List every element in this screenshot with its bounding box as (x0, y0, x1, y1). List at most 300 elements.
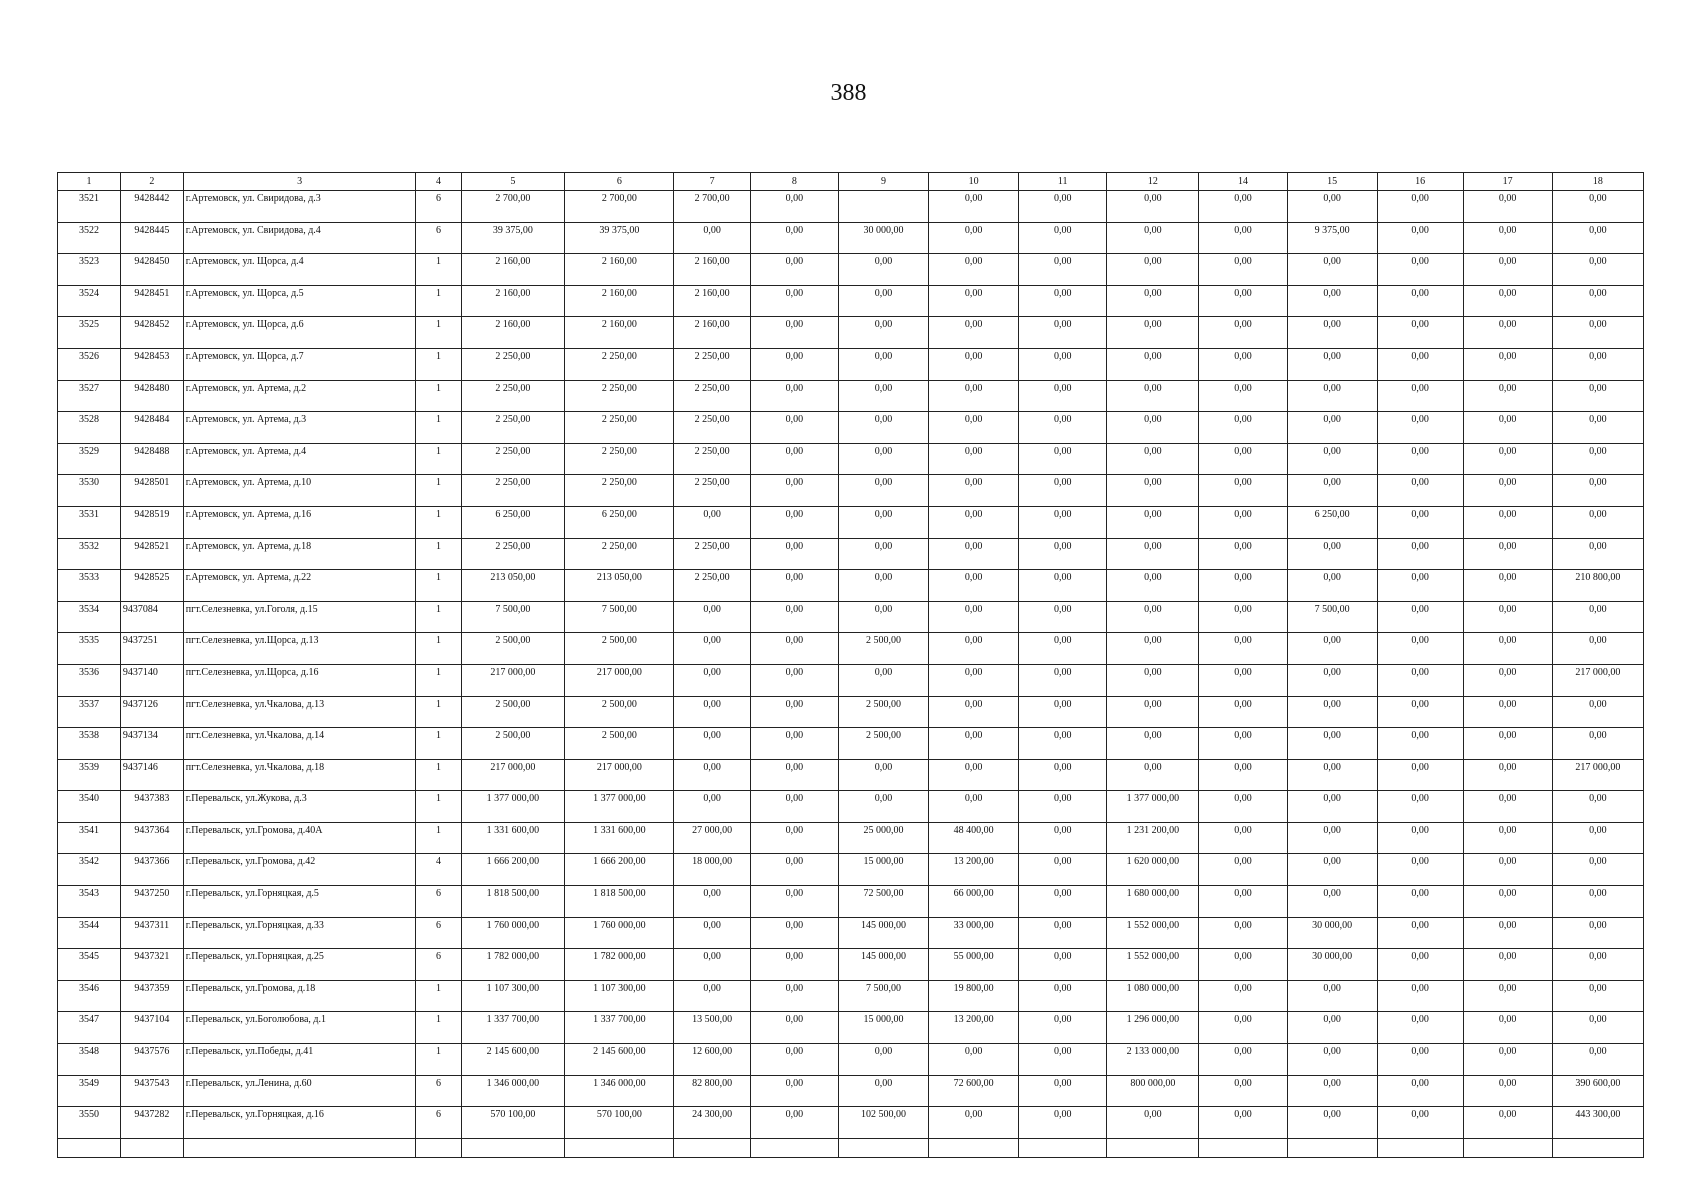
register-table (57, 172, 1644, 1158)
table-cell: 0,00 (1287, 728, 1377, 760)
table-cell: 1 331 600,00 (461, 822, 565, 854)
table-cell: 0,00 (1019, 348, 1107, 380)
footer-cell (1463, 1138, 1552, 1157)
table-cell: 2 133 000,00 (1107, 1044, 1199, 1076)
table-cell: 2 250,00 (565, 380, 674, 412)
table-cell: 1 666 200,00 (461, 854, 565, 886)
table-cell: 0,00 (674, 601, 751, 633)
table-cell: г.Артемовск, ул. Артема, д.18 (183, 538, 416, 570)
table-cell: 0,00 (1287, 191, 1377, 223)
footer-cell (929, 1138, 1019, 1157)
table-cell: 0,00 (1019, 980, 1107, 1012)
table-cell: 2 500,00 (838, 633, 928, 665)
table-cell: 0,00 (1287, 380, 1377, 412)
table-cell: г.Перевальск, ул.Победы, д.41 (183, 1044, 416, 1076)
table-cell: 0,00 (674, 664, 751, 696)
table-cell: 570 100,00 (461, 1107, 565, 1139)
table-row (58, 854, 1644, 886)
table-row (58, 506, 1644, 538)
table-cell: 0,00 (1287, 254, 1377, 286)
table-cell: 145 000,00 (838, 917, 928, 949)
table-cell: г.Артемовск, ул. Артема, д.22 (183, 570, 416, 602)
table-cell: 0,00 (1019, 506, 1107, 538)
table-cell: 0,00 (929, 1107, 1019, 1139)
table-cell: 2 250,00 (674, 380, 751, 412)
table-cell: 0,00 (929, 664, 1019, 696)
table-cell: 1 818 500,00 (461, 886, 565, 918)
table-cell: 9428445 (120, 222, 183, 254)
table-cell: 39 375,00 (461, 222, 565, 254)
table-cell: 2 250,00 (461, 475, 565, 507)
table-cell: 9428480 (120, 380, 183, 412)
table-cell: 0,00 (1199, 254, 1287, 286)
table-cell: 0,00 (674, 728, 751, 760)
table-row (58, 412, 1644, 444)
table-cell: 18 000,00 (674, 854, 751, 886)
table-cell: 6 (416, 222, 461, 254)
table-cell: 1 (416, 475, 461, 507)
table-cell: 0,00 (750, 538, 838, 570)
table-cell: 2 145 600,00 (565, 1044, 674, 1076)
column-header: 2 (120, 173, 183, 191)
table-cell: 0,00 (1463, 886, 1552, 918)
table-cell: 7 500,00 (565, 601, 674, 633)
table-cell: 2 500,00 (461, 633, 565, 665)
table-footer (58, 1138, 1644, 1157)
footer-cell (416, 1138, 461, 1157)
footer-cell (1199, 1138, 1287, 1157)
table-cell: 0,00 (1199, 191, 1287, 223)
table-cell: 72 500,00 (838, 886, 928, 918)
table-cell: 0,00 (1287, 759, 1377, 791)
table-cell: 2 250,00 (565, 412, 674, 444)
table-cell: 3526 (58, 348, 121, 380)
table-cell: 0,00 (750, 633, 838, 665)
table-cell: 0,00 (1463, 822, 1552, 854)
table-cell: 0,00 (1019, 538, 1107, 570)
table-cell: 0,00 (1287, 1012, 1377, 1044)
table-cell: г.Артемовск, ул. Артема, д.16 (183, 506, 416, 538)
table-cell: 9 375,00 (1287, 222, 1377, 254)
table-cell: 0,00 (1377, 917, 1463, 949)
table-cell: 9428484 (120, 412, 183, 444)
table-cell: г.Перевальск, ул.Громова, д.40А (183, 822, 416, 854)
table-cell: 0,00 (1019, 1012, 1107, 1044)
table-cell: 0,00 (1463, 1012, 1552, 1044)
table-cell: 1 680 000,00 (1107, 886, 1199, 918)
table-cell: 0,00 (1552, 696, 1643, 728)
table-cell: 0,00 (750, 348, 838, 380)
table-cell: 9428521 (120, 538, 183, 570)
table-cell: 0,00 (1287, 980, 1377, 1012)
table-cell: 0,00 (750, 1107, 838, 1139)
footer-cell (1107, 1138, 1199, 1157)
table-cell: 0,00 (750, 601, 838, 633)
table-cell: 0,00 (1199, 633, 1287, 665)
table-cell: 0,00 (929, 412, 1019, 444)
table-cell: 2 700,00 (461, 191, 565, 223)
table-cell: 0,00 (1377, 348, 1463, 380)
table-cell: 0,00 (1107, 759, 1199, 791)
table-cell: 7 500,00 (838, 980, 928, 1012)
table-cell (838, 191, 928, 223)
table-cell: 0,00 (1377, 254, 1463, 286)
table-cell: 0,00 (1287, 633, 1377, 665)
table-cell: 3532 (58, 538, 121, 570)
footer-cell (58, 1138, 121, 1157)
table-cell: 0,00 (838, 317, 928, 349)
table-row (58, 285, 1644, 317)
table-cell: 0,00 (1199, 570, 1287, 602)
table-cell: 390 600,00 (1552, 1075, 1643, 1107)
table-cell: 2 145 600,00 (461, 1044, 565, 1076)
table-cell: 0,00 (1199, 1107, 1287, 1139)
table-cell: 0,00 (750, 443, 838, 475)
table-cell: 9437543 (120, 1075, 183, 1107)
table-cell: 0,00 (1199, 759, 1287, 791)
table-cell: 0,00 (1463, 728, 1552, 760)
table-cell: 9437084 (120, 601, 183, 633)
table-cell: 6 250,00 (565, 506, 674, 538)
table-cell: 1 760 000,00 (565, 917, 674, 949)
table-cell: 0,00 (838, 285, 928, 317)
table-row (58, 443, 1644, 475)
table-cell: 0,00 (1463, 570, 1552, 602)
table-cell: 33 000,00 (929, 917, 1019, 949)
table-cell: 145 000,00 (838, 949, 928, 981)
table-cell: 0,00 (750, 1012, 838, 1044)
table-cell: 0,00 (1107, 222, 1199, 254)
footer-cell (674, 1138, 751, 1157)
table-row (58, 664, 1644, 696)
table-cell: 9428525 (120, 570, 183, 602)
table-cell: 2 500,00 (565, 696, 674, 728)
table-cell: 2 250,00 (674, 475, 751, 507)
table-cell: 0,00 (750, 854, 838, 886)
column-header: 1 (58, 173, 121, 191)
table-cell: 0,00 (1377, 1075, 1463, 1107)
table-cell: 0,00 (1463, 601, 1552, 633)
table-cell: 30 000,00 (838, 222, 928, 254)
table-cell: 0,00 (838, 791, 928, 823)
table-cell: 1 (416, 380, 461, 412)
table-cell: 1 (416, 980, 461, 1012)
table-row (58, 348, 1644, 380)
table-cell: 0,00 (1377, 380, 1463, 412)
table-cell: 0,00 (1463, 759, 1552, 791)
table-cell: 1 107 300,00 (461, 980, 565, 1012)
table-cell: г.Перевальск, ул.Горняцкая, д.25 (183, 949, 416, 981)
table-cell: 1 (416, 538, 461, 570)
table-cell: 3542 (58, 854, 121, 886)
table-cell: 2 160,00 (674, 317, 751, 349)
table-cell: 0,00 (1019, 285, 1107, 317)
table-cell: 2 160,00 (565, 317, 674, 349)
table-cell: 0,00 (1287, 1044, 1377, 1076)
table-cell: 3530 (58, 475, 121, 507)
table-cell: г.Артемовск, ул. Артема, д.2 (183, 380, 416, 412)
table-cell: 3548 (58, 1044, 121, 1076)
table-cell: г.Перевальск, ул.Ленина, д.60 (183, 1075, 416, 1107)
table-cell: 1 337 700,00 (565, 1012, 674, 1044)
table-cell: 0,00 (1199, 317, 1287, 349)
table-cell: 0,00 (1019, 791, 1107, 823)
table-cell: г.Артемовск, ул. Артема, д.10 (183, 475, 416, 507)
table-row (58, 1012, 1644, 1044)
table-row (58, 222, 1644, 254)
table-cell: 1 377 000,00 (1107, 791, 1199, 823)
table-cell: 9428519 (120, 506, 183, 538)
table-cell: 6 (416, 949, 461, 981)
table-cell: 1 231 200,00 (1107, 822, 1199, 854)
table-cell: 1 (416, 254, 461, 286)
footer-cell (838, 1138, 928, 1157)
table-cell: г.Перевальск, ул.Горняцкая, д.33 (183, 917, 416, 949)
table-cell: 0,00 (1107, 1107, 1199, 1139)
table-cell: 0,00 (1019, 475, 1107, 507)
table-cell: 3541 (58, 822, 121, 854)
table-cell: 19 800,00 (929, 980, 1019, 1012)
table-cell: 0,00 (1287, 854, 1377, 886)
table-cell: 0,00 (750, 1075, 838, 1107)
table-cell: 9437311 (120, 917, 183, 949)
table-cell: 3527 (58, 380, 121, 412)
table-cell: 0,00 (750, 506, 838, 538)
table-cell: 217 000,00 (461, 759, 565, 791)
table-cell: 0,00 (929, 506, 1019, 538)
table-cell: г.Перевальск, ул.Горняцкая, д.5 (183, 886, 416, 918)
table-cell: 0,00 (1377, 822, 1463, 854)
table-cell: 0,00 (1287, 443, 1377, 475)
table-cell: 1 080 000,00 (1107, 980, 1199, 1012)
table-cell: 0,00 (929, 443, 1019, 475)
table-cell: 0,00 (1377, 886, 1463, 918)
table-cell: 0,00 (1552, 412, 1643, 444)
table-cell: 0,00 (674, 980, 751, 1012)
table-cell: 217 000,00 (565, 759, 674, 791)
table-cell: 0,00 (1287, 886, 1377, 918)
table-cell: 0,00 (929, 380, 1019, 412)
footer-cell (565, 1138, 674, 1157)
table-cell: 0,00 (1019, 633, 1107, 665)
table-cell: 0,00 (1377, 1012, 1463, 1044)
table-cell: г.Перевальск, ул.Боголюбова, д.1 (183, 1012, 416, 1044)
table-cell: 0,00 (1199, 949, 1287, 981)
table-cell: 9428450 (120, 254, 183, 286)
table-cell: 0,00 (674, 633, 751, 665)
table-cell: 0,00 (929, 475, 1019, 507)
table-cell: 0,00 (1287, 317, 1377, 349)
table-cell: 0,00 (838, 538, 928, 570)
table-cell: 0,00 (1287, 348, 1377, 380)
table-cell: 0,00 (1552, 443, 1643, 475)
table-cell: 0,00 (1199, 664, 1287, 696)
table-cell: 0,00 (1019, 664, 1107, 696)
footer-cell (1287, 1138, 1377, 1157)
table-cell: 82 800,00 (674, 1075, 751, 1107)
table-cell: 0,00 (1463, 633, 1552, 665)
table-cell: 0,00 (929, 728, 1019, 760)
table-cell: 0,00 (1377, 475, 1463, 507)
table-cell: 0,00 (1552, 949, 1643, 981)
table-cell: 0,00 (929, 538, 1019, 570)
table-cell: 1 (416, 412, 461, 444)
column-header: 11 (1019, 173, 1107, 191)
table-cell: 15 000,00 (838, 1012, 928, 1044)
table-cell: 0,00 (1199, 1075, 1287, 1107)
table-cell: 2 250,00 (565, 443, 674, 475)
table-cell: 1 (416, 1044, 461, 1076)
table-cell: 0,00 (1019, 443, 1107, 475)
table-cell: 0,00 (674, 791, 751, 823)
table-cell: 0,00 (1107, 538, 1199, 570)
table-cell: 7 500,00 (461, 601, 565, 633)
table-cell: 2 250,00 (674, 443, 751, 475)
table-cell: 0,00 (1552, 222, 1643, 254)
table-row (58, 538, 1644, 570)
table-cell: 0,00 (1463, 506, 1552, 538)
table-cell: 0,00 (1377, 222, 1463, 254)
table-cell: г.Артемовск, ул. Щорса, д.7 (183, 348, 416, 380)
table-cell: 1 (416, 633, 461, 665)
table-cell: 30 000,00 (1287, 917, 1377, 949)
table-cell: 3544 (58, 917, 121, 949)
table-cell: 2 500,00 (461, 696, 565, 728)
table-row (58, 601, 1644, 633)
footer-cell (1019, 1138, 1107, 1157)
table-cell: 13 200,00 (929, 1012, 1019, 1044)
table-cell: 0,00 (1377, 412, 1463, 444)
table-cell: 0,00 (1019, 1075, 1107, 1107)
table-cell: 0,00 (1199, 475, 1287, 507)
table-cell: 9437282 (120, 1107, 183, 1139)
table-cell: г.Перевальск, ул.Громова, д.42 (183, 854, 416, 886)
table-cell: 0,00 (1552, 633, 1643, 665)
table-row (58, 1075, 1644, 1107)
table-cell: 55 000,00 (929, 949, 1019, 981)
table-cell: 3550 (58, 1107, 121, 1139)
table-cell: 9437126 (120, 696, 183, 728)
table-cell: 0,00 (1552, 980, 1643, 1012)
footer-cell (461, 1138, 565, 1157)
table-cell: 0,00 (674, 886, 751, 918)
table-cell: 9428501 (120, 475, 183, 507)
table-cell: 1 (416, 285, 461, 317)
table-cell: 217 000,00 (1552, 664, 1643, 696)
table-cell: 0,00 (1107, 696, 1199, 728)
table-cell: 0,00 (750, 822, 838, 854)
table-cell: 0,00 (674, 696, 751, 728)
table-cell: 0,00 (1377, 191, 1463, 223)
table-cell: 0,00 (1107, 664, 1199, 696)
table-cell: г.Артемовск, ул. Свиридова, д.3 (183, 191, 416, 223)
table-cell: 0,00 (1019, 759, 1107, 791)
table-cell: 0,00 (1463, 412, 1552, 444)
table-row (58, 475, 1644, 507)
table-cell: 30 000,00 (1287, 949, 1377, 981)
table-cell: 9437321 (120, 949, 183, 981)
table-cell: 3539 (58, 759, 121, 791)
table-cell: 0,00 (1199, 1044, 1287, 1076)
table-cell: 0,00 (1463, 664, 1552, 696)
table-cell: 0,00 (1552, 317, 1643, 349)
table-cell: 0,00 (1107, 412, 1199, 444)
table-cell: 1 818 500,00 (565, 886, 674, 918)
table-cell: 0,00 (838, 412, 928, 444)
table-cell: 3523 (58, 254, 121, 286)
column-header: 18 (1552, 173, 1643, 191)
table-row (58, 822, 1644, 854)
table-cell: 0,00 (1019, 570, 1107, 602)
table-cell: 0,00 (750, 886, 838, 918)
table-cell: 1 (416, 822, 461, 854)
table-cell: 0,00 (1199, 822, 1287, 854)
table-cell: 15 000,00 (838, 854, 928, 886)
table-cell: 570 100,00 (565, 1107, 674, 1139)
table-cell: 2 160,00 (565, 285, 674, 317)
table-cell: 1 (416, 791, 461, 823)
table-cell: 1 (416, 664, 461, 696)
table-cell: 1 (416, 696, 461, 728)
table-cell: 1 337 700,00 (461, 1012, 565, 1044)
table-cell: 2 250,00 (461, 348, 565, 380)
table-cell: 0,00 (1377, 791, 1463, 823)
column-header: 15 (1287, 173, 1377, 191)
table-cell: 0,00 (1019, 886, 1107, 918)
page-number: 388 (830, 80, 867, 106)
table-cell: 3521 (58, 191, 121, 223)
table-cell: 0,00 (838, 664, 928, 696)
table-cell: 9437146 (120, 759, 183, 791)
column-header: 9 (838, 173, 928, 191)
table-cell: 0,00 (838, 254, 928, 286)
table-cell: 6 (416, 1075, 461, 1107)
table-cell: 0,00 (1463, 285, 1552, 317)
table-cell: 0,00 (929, 601, 1019, 633)
table-cell: 0,00 (1463, 443, 1552, 475)
table-cell: 0,00 (1019, 917, 1107, 949)
table-cell: 1 296 000,00 (1107, 1012, 1199, 1044)
table-cell: 0,00 (929, 791, 1019, 823)
table-cell: 0,00 (1552, 886, 1643, 918)
table-cell: 27 000,00 (674, 822, 751, 854)
table-cell: 0,00 (929, 696, 1019, 728)
table-cell: 3524 (58, 285, 121, 317)
table-cell: 3537 (58, 696, 121, 728)
table-cell: 0,00 (1463, 348, 1552, 380)
table-cell: 0,00 (750, 696, 838, 728)
table-cell: 0,00 (1377, 570, 1463, 602)
table-cell: 0,00 (1199, 728, 1287, 760)
table-cell: 0,00 (1377, 728, 1463, 760)
table-cell: 0,00 (1107, 254, 1199, 286)
table-cell: 6 (416, 917, 461, 949)
column-header: 6 (565, 173, 674, 191)
table-cell: 0,00 (1377, 759, 1463, 791)
table-cell: 0,00 (1199, 791, 1287, 823)
table-cell: 0,00 (1463, 475, 1552, 507)
table-cell: 0,00 (1199, 380, 1287, 412)
table-cell: 213 050,00 (565, 570, 674, 602)
table-cell: 0,00 (1287, 570, 1377, 602)
table-cell: 0,00 (1019, 854, 1107, 886)
table-cell: 0,00 (1552, 506, 1643, 538)
table-cell: 3535 (58, 633, 121, 665)
table-cell: 0,00 (1377, 949, 1463, 981)
table-cell: 210 800,00 (1552, 570, 1643, 602)
table-cell: 0,00 (1377, 633, 1463, 665)
footer-cell (120, 1138, 183, 1157)
